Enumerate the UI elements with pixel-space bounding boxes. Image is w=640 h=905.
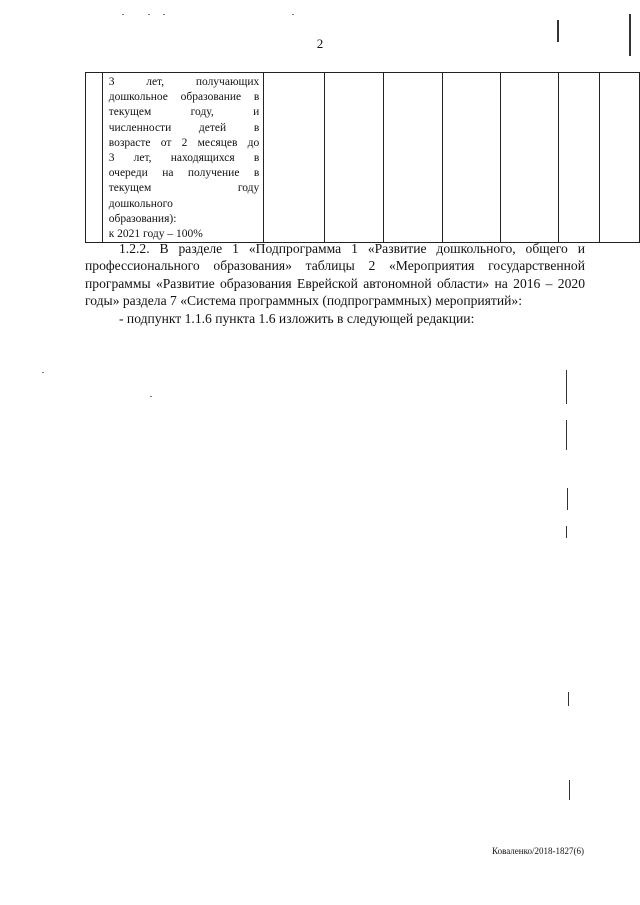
scan-dot [163,14,165,15]
table-cell-number [86,73,103,243]
cell-line: к 2021 году – 100% [108,228,203,241]
table-cell-empty [599,73,639,243]
scan-mark [568,692,569,706]
cell-line: очереди на получение в [108,167,260,180]
table-cell-empty [559,73,599,243]
scan-mark [567,488,568,510]
cell-line: текущем году [108,182,260,195]
scan-mark [629,14,631,56]
scan-dot [42,372,44,373]
paragraph-instruction: - подпункт 1.1.6 пункта 1.6 изложить в следующей редакции: [119,310,475,326]
table-cell-indicator [102,73,264,243]
scan-mark [557,20,559,42]
cell-line: дошкольное образование в [108,91,260,104]
continued-table [85,72,640,243]
table-cell-empty [384,73,443,243]
paragraph-amendment: 1.2.2. В разделе 1 «Подпрограмма 1 «Развитие дошкольного, общего и профессионального образования» таблицы 2 «Мероприятия государственной программы «Развитие образования Еврейской автономной области» на 2016 – 2020 годы» раздела 7 «Система программных (подпрограммных) мероприятий»: [85,241,585,309]
scan-mark [566,526,567,538]
scan-dot [150,396,152,397]
table-row [86,73,640,243]
scan-dot [292,14,294,15]
scan-dot [122,14,124,15]
scan-mark [566,370,567,404]
scan-mark [566,420,567,450]
table-cell-empty [501,73,559,243]
cell-line: 3 лет, получающих [108,76,260,88]
table-cell-empty [443,73,501,243]
cell-line: дошкольного [108,197,173,210]
indicator-text [103,73,264,242]
table-cell-empty [325,73,384,243]
cell-line: текущем году, и [108,106,260,119]
body-text [85,240,585,327]
cell-line: возрасте от 2 месяцев до [108,136,260,149]
table-cell-empty [264,73,325,243]
scan-dot [148,14,150,15]
scan-mark [569,780,570,800]
cell-line: 3 лет, находящихся в [108,152,260,165]
page-number: 2 [316,36,324,51]
footer-code: Коваленко/2018-1827(6) [492,846,584,856]
cell-line: образования): [108,212,177,225]
cell-line: численности детей в [108,121,260,134]
